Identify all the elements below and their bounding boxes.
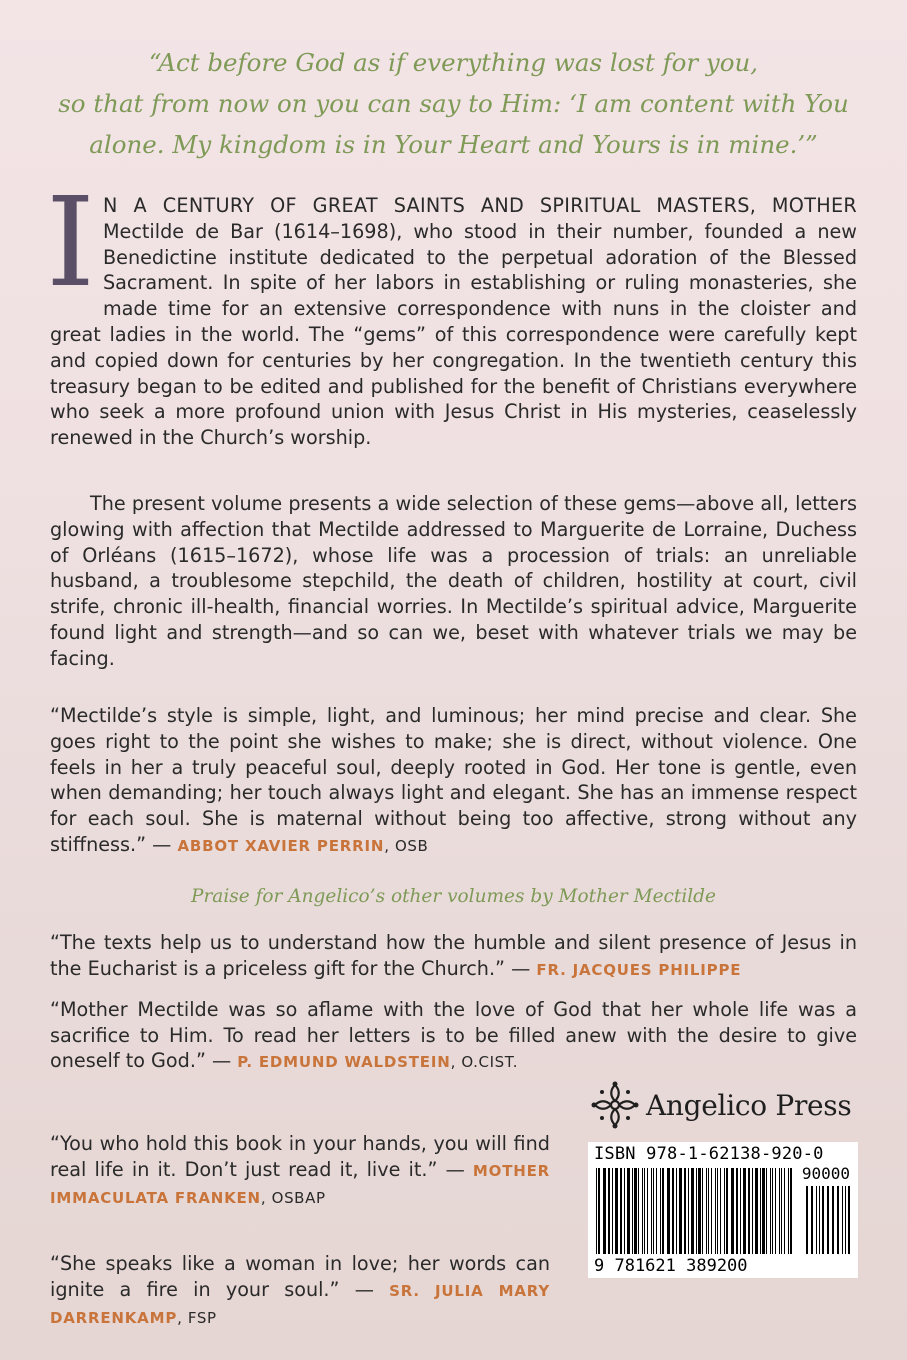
praise-author: FR. JACQUES PHILIPPE xyxy=(536,960,742,979)
barcode-bar xyxy=(691,1168,694,1254)
paragraph-1-text: Mectilde de Bar (1614–1698), who stood in their number, founded a new Benedictine institute dedicated to the perpetual adoration of the Blessed Sacrament. In spite of her labors in establishing or ruling monasteries, she made time for an extensive correspondence with nuns in the cloister and great ladies in the world. The “gems” of this correspondence were carefully kept and copied down for centuries by her congregation. In the twentieth century this treasury began to be edited and published for the benefit of Christians everywhere who seek a more profound union with Jesus Christ in His mysteries, ceaselessly renewed in the Church’s worship. xyxy=(50,219,857,450)
barcode-bar xyxy=(676,1168,677,1254)
endorsement-text: “Mectilde’s style is simple, light, and luminous; her mind precise and clear. She goes right to the point she wishes to make; she is direct, without violence. One feels in her a truly peaceful soul, deeply rooted in God. Her tone is gentle, even when demanding; her touch always light and elegant. She has an immense respect for each soul. She is maternal without being too affective, strong without any stiffness.” — xyxy=(50,704,857,856)
barcode-bar xyxy=(708,1168,709,1254)
barcode-bar xyxy=(698,1168,701,1254)
barcode-bar xyxy=(743,1168,746,1254)
barcode-bar xyxy=(762,1168,765,1254)
praise-heading: Praise for Angelico’s other volumes by Mother Mectilde xyxy=(191,886,716,907)
ean-digits: 9 781621 389200 xyxy=(594,1256,748,1276)
barcode-bar xyxy=(603,1168,606,1254)
barcode-bar xyxy=(696,1168,697,1254)
barcode-bar xyxy=(653,1168,654,1254)
barcode-bar xyxy=(717,1168,718,1254)
praise-quote xyxy=(50,1131,550,1212)
main-endorsement xyxy=(50,703,857,860)
barcode-bar xyxy=(702,1168,703,1254)
endorsement-author: ABBOT XAVIER PERRIN xyxy=(177,836,385,855)
barcode-bar xyxy=(752,1168,753,1254)
barcode-bar xyxy=(624,1168,625,1254)
praise-author: P. EDMUND WALDSTEIN xyxy=(237,1053,451,1071)
epigraph-line: so that from now on you can say to Him: ‘I am content with You xyxy=(58,89,849,118)
barcode-bar xyxy=(644,1168,645,1254)
barcode-bar xyxy=(779,1168,780,1254)
barcode-bar xyxy=(660,1168,661,1254)
barcode-bar xyxy=(634,1168,637,1254)
drop-cap: I xyxy=(46,171,95,315)
barcode-bar xyxy=(642,1168,643,1254)
barcode-bar xyxy=(781,1168,782,1254)
barcode-bar xyxy=(656,1168,657,1254)
blurb-paragraph-2: The present volume presents a wide selection of these gems—above all, letters glowing with affection that Mectilde addressed to Marguerite de Lorraine, Duchess of Orléans (1615–1672), whose life was a procession of trials: an unreliable husband, a troublesome stepchild, the death of children, hostility at court, civil strife, chronic ill-health, financial worries. In Mectilde’s spiritual advice, Marguerite found light and strength—and so can we, beset with whatever trials we may be facing. xyxy=(50,492,857,670)
barcode-bar xyxy=(711,1168,712,1254)
praise-author: SR. JULIA MARY DARRENKAMP xyxy=(50,1281,550,1327)
barcode-bar xyxy=(706,1168,707,1254)
barcode-bar xyxy=(775,1168,776,1254)
barcode-bar xyxy=(612,1168,613,1254)
barcode-bar xyxy=(667,1168,670,1254)
praise-text: “She speaks like a woman in love; her words can ignite a fire in your soul.” — xyxy=(50,1252,550,1301)
barcode-bar xyxy=(731,1168,734,1254)
barcode-bar xyxy=(848,1186,850,1254)
barcode-bar xyxy=(784,1168,785,1254)
praise-quote xyxy=(50,997,857,1076)
barcode-bar xyxy=(608,1168,610,1254)
epigraph-line: alone. My kingdom is in Your Heart and Yours is in mine.’” xyxy=(89,130,818,159)
barcode-bar xyxy=(772,1168,773,1254)
barcode-bar xyxy=(766,1168,767,1254)
barcode-bar xyxy=(837,1186,839,1254)
isbn-label: ISBN 978-1-62138-920-0 xyxy=(594,1144,824,1164)
praise-text: “The texts help us to understand how the humble and silent presence of Jesus in the Eucharist is a priceless gift for the Church.” — xyxy=(50,931,857,980)
barcode-bar xyxy=(736,1168,738,1254)
epigraph-quote xyxy=(50,42,857,165)
barcode-bar xyxy=(598,1168,600,1254)
isbn-barcode xyxy=(588,1142,858,1278)
barcode-bars xyxy=(594,1168,852,1256)
barcode-bar xyxy=(720,1168,721,1254)
praise-quote xyxy=(50,930,857,983)
barcode-bar xyxy=(770,1168,771,1254)
barcode-bar xyxy=(816,1186,817,1254)
barcode-bar xyxy=(724,1168,725,1254)
barcode-bar xyxy=(827,1186,829,1254)
barcode-bar xyxy=(647,1168,648,1254)
barcode-bar xyxy=(651,1168,652,1254)
praise-suffix: , O.CIST. xyxy=(450,1053,519,1071)
praise-author: MOTHER IMMACULATA FRANKEN xyxy=(50,1161,550,1207)
barcode-bar xyxy=(596,1168,597,1254)
epigraph-line: “Act before God as if everything was lost for you, xyxy=(148,48,759,77)
barcode-bar xyxy=(788,1168,789,1254)
price-code: 90000 xyxy=(801,1164,850,1183)
publisher-logo xyxy=(590,1075,851,1135)
barcode-bar xyxy=(627,1168,630,1254)
barcode-bar xyxy=(620,1168,622,1254)
barcode-bar xyxy=(662,1168,664,1254)
barcode-bar xyxy=(806,1186,808,1254)
barcode-bar xyxy=(760,1168,761,1254)
barcode-bar xyxy=(679,1168,682,1254)
barcode-bar xyxy=(811,1186,813,1254)
barcode-bar xyxy=(615,1168,618,1254)
barcode-bar xyxy=(632,1168,633,1254)
barcode-bar xyxy=(748,1168,750,1254)
barcode-bar xyxy=(845,1186,846,1254)
barcode-bar xyxy=(842,1186,843,1254)
barcode-bar xyxy=(832,1186,834,1254)
publisher-name: Angelico Press xyxy=(646,1088,852,1122)
barcode-bar xyxy=(740,1168,741,1254)
blurb-paragraph-1 xyxy=(46,171,857,451)
barcode-bar xyxy=(672,1168,674,1254)
barcode-bar xyxy=(726,1168,728,1254)
barcode-bar xyxy=(715,1168,716,1254)
endorsement-suffix: , OSB xyxy=(384,836,429,855)
opening-small-caps: N A CENTURY OF GREAT SAINTS AND SPIRITUAL MASTERS, MOTHER xyxy=(102,194,857,217)
barcode-bar xyxy=(638,1168,639,1254)
barcode-bar xyxy=(819,1186,820,1254)
barcode-bar xyxy=(684,1168,686,1254)
praise-suffix: , FSP xyxy=(177,1309,217,1327)
praise-suffix: , OSBAP xyxy=(260,1189,326,1207)
barcode-bar xyxy=(688,1168,689,1254)
ornamental-cross-icon xyxy=(590,1080,640,1130)
barcode-bar xyxy=(755,1168,758,1254)
praise-text: “Mother Mectilde was so aflame with the love of God that her whole life was a sacrifice to Him. To read her letters is to be filled anew with the desire to give oneself to God.” — xyxy=(50,998,857,1072)
praise-quote xyxy=(50,1251,550,1332)
barcode-bar xyxy=(790,1168,792,1254)
praise-text: “You who hold this book in your hands, you will find real life in it. Don’t just read it, live it.” — xyxy=(50,1132,550,1181)
barcode-bar xyxy=(822,1186,824,1254)
